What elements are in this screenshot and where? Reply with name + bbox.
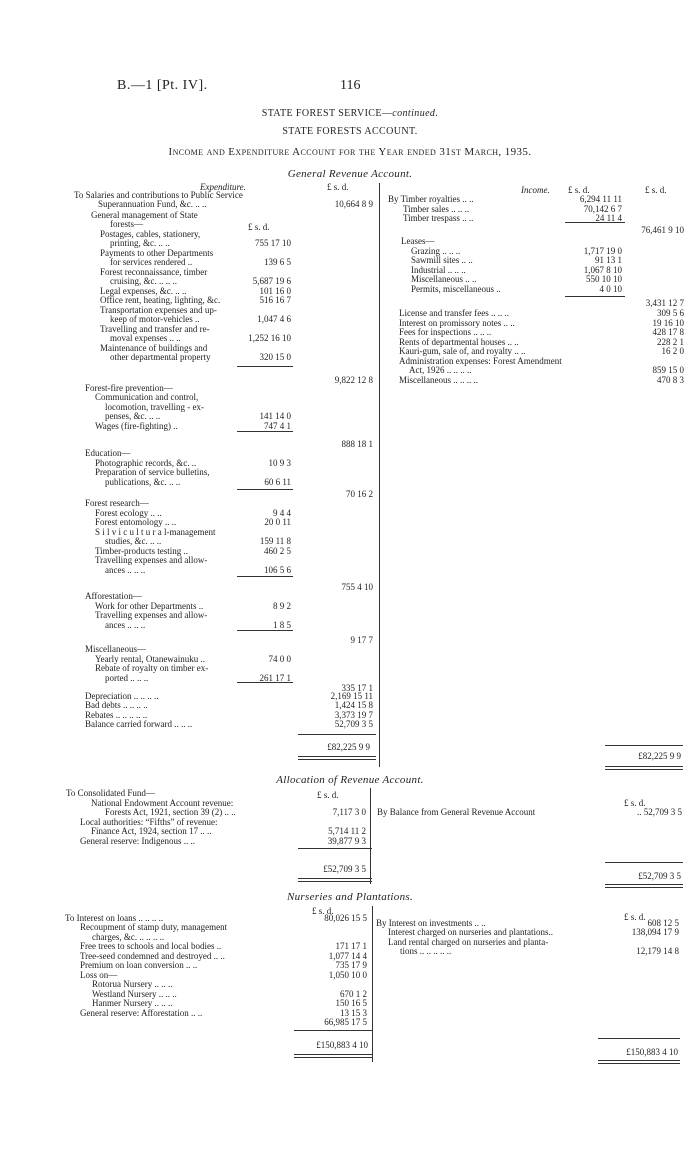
- amount: 10,664 8 9: [334, 199, 373, 209]
- ledger-line: publications, &c. .. ..: [105, 477, 181, 487]
- amount: 460 2 5: [264, 546, 291, 556]
- lsd-heading-left: £ s. d.: [327, 182, 349, 192]
- ledger-line: Local authorities: “Fifths” of revenue:: [80, 817, 218, 827]
- ledger-line: To Interest on loans .. .. .. ..: [65, 913, 164, 923]
- rule: [237, 682, 293, 683]
- ledger-line: Finance Act, 1924, section 17 .. ..: [91, 826, 212, 836]
- ledger-line: Travelling expenses and allow-: [95, 610, 208, 620]
- ledger-line: Forest research—: [85, 498, 149, 508]
- ledger-line: tions .. .. .. .. ..: [400, 946, 452, 956]
- amount: 20 0 11: [264, 517, 291, 527]
- ledger-line: Yearly rental, Otanewainuku ..: [95, 654, 206, 664]
- ledger-line: Rebates .. .. .. .. ..: [85, 710, 148, 720]
- ledger-line: General reserve: Afforestation .. ..: [80, 1008, 203, 1018]
- double-rule: [605, 766, 683, 770]
- amount: 735 17 9: [335, 960, 367, 970]
- ledger-line: Travelling expenses and allow-: [95, 555, 208, 565]
- allocation-credit-total: £52,709 3 5: [638, 871, 681, 881]
- amount: 228 2 1: [657, 337, 684, 347]
- amount: 3,431 12 7: [645, 298, 684, 308]
- ledger-line: To Consolidated Fund—: [66, 788, 155, 798]
- ledger-line: Leases—: [401, 236, 435, 246]
- ledger-line: Forest reconnaissance, timber: [100, 267, 208, 277]
- amount: 138,094 17 9: [631, 927, 679, 937]
- ledger-line: Education—: [85, 448, 131, 458]
- ledger-line: General management of State: [91, 210, 198, 220]
- amount: 9,822 12 8: [334, 375, 373, 385]
- ledger-line: Miscellaneous .. .. .. ..: [399, 375, 478, 385]
- amount: 10 9 3: [268, 458, 291, 468]
- amount: 9 17 7: [350, 635, 373, 645]
- amount: 608 12 5: [647, 918, 679, 928]
- rule: [237, 366, 293, 367]
- ledger-line: By Interest on investments .. ..: [376, 918, 486, 928]
- ledger-line: Administration expenses: Forest Amendment: [399, 356, 562, 366]
- amount: 888 18 1: [341, 439, 373, 449]
- ledger-line: Maintenance of buildings and: [100, 343, 208, 353]
- ledger-line: keep of motor-vehicles ..: [110, 314, 200, 324]
- ledger-line: Timber trespass .. ..: [403, 213, 474, 223]
- ledger-line: Permits, miscellaneous ..: [411, 284, 501, 294]
- income-heading: Income.: [521, 185, 550, 195]
- amount: 66,985 17 5: [324, 1017, 367, 1027]
- ledger-line: Tree-seed condemned and destroyed .. ..: [80, 951, 225, 961]
- ledger-line: Fees for inspections .. .. ..: [399, 327, 492, 337]
- ledger-line: Timber sales .. .. ..: [403, 204, 470, 214]
- ledger-line: Forest entomology .. ..: [95, 517, 177, 527]
- amount: 171 17 1: [335, 941, 367, 951]
- amount: 428 17 8: [652, 327, 684, 337]
- double-rule: [298, 878, 372, 882]
- rule: [237, 431, 293, 432]
- ledger-line: Forest ecology .. ..: [95, 508, 162, 518]
- ledger-line: Postages, cables, stationery,: [100, 229, 201, 239]
- amount: 1,717 19 0: [583, 246, 622, 256]
- ledger-line: Sawmill sites .. ..: [411, 255, 473, 265]
- ledger-line: Office rent, heating, lighting, &c.: [100, 295, 221, 305]
- ledger-line: Interest on promissory notes .. ..: [399, 318, 515, 328]
- ledger-line: other departmental property: [110, 352, 211, 362]
- double-rule: [598, 1060, 680, 1064]
- nurseries-lsd-right: £ s. d.: [624, 912, 646, 922]
- amount: 39,877 9 3: [327, 836, 366, 846]
- double-rule: [298, 756, 376, 760]
- amount: 670 1 2: [340, 989, 367, 999]
- ledger-line: Travelling and transfer and re-: [100, 324, 210, 334]
- ledger-line: Rebate of royalty on timber ex-: [95, 663, 209, 673]
- amount: 106 5 6: [264, 565, 291, 575]
- ledger-line: General reserve: Indigenous .. ..: [80, 836, 195, 846]
- rule: [237, 576, 293, 577]
- document-reference: B.—1 [Pt. IV].: [117, 78, 208, 93]
- amount: 335 17 1: [341, 683, 373, 693]
- allocation-divider: [370, 788, 371, 884]
- ledger-line: Bad debts .. .. .. ..: [85, 700, 148, 710]
- ledger-line: Superannuation Fund, &c. .. ..: [98, 199, 207, 209]
- ledger-line: Preparation of service bulletins,: [95, 467, 210, 477]
- amount: 159 11 8: [259, 536, 291, 546]
- rule: [237, 489, 293, 490]
- ledger-line: Westland Nursery .. .. ..: [92, 989, 177, 999]
- amount: 3,373 19 7: [334, 710, 373, 720]
- ledger-line: Hanmer Nursery .. .. ..: [92, 998, 173, 1008]
- ledger-line: Wages (fire-fighting) ..: [95, 421, 178, 431]
- amount: 755 4 10: [341, 582, 373, 592]
- ledger-line: S i l v i c u l t u r a l-management: [95, 527, 216, 537]
- nurseries-credit-total: £150,883 4 10: [626, 1047, 678, 1057]
- amount: 141 14 0: [259, 411, 291, 421]
- expenditure-heading: Expenditure.: [200, 182, 246, 192]
- rule: [294, 1030, 372, 1031]
- amount: 24 11 4: [595, 213, 622, 223]
- ledger-line: Forests Act, 1921, section 39 (2) .. ..: [105, 807, 236, 817]
- general-income-total: £82,225 9 9: [638, 751, 681, 761]
- ledger-line: ances .. .. ..: [105, 620, 146, 630]
- amount: 1 8 5: [273, 620, 291, 630]
- ledger-line: moval expenses .. ..: [110, 333, 181, 343]
- ledger-line: Loss on—: [80, 970, 118, 980]
- ledger-line: Free trees to schools and local bodies ..: [80, 941, 222, 951]
- amount: 60 6 11: [264, 477, 291, 487]
- ledger-line: License and transfer fees .. .. ..: [399, 308, 509, 318]
- rule: [298, 848, 372, 849]
- amount: 6,294 11 11: [579, 194, 622, 204]
- general-revenue-title: General Revenue Account.: [287, 168, 413, 180]
- amount: 261 17 1: [259, 673, 291, 683]
- account-title: STATE FORESTS ACCOUNT.: [282, 126, 418, 137]
- ledger-line: Industrial .. .. ..: [411, 265, 466, 275]
- ledger-line: Afforestation—: [85, 591, 142, 601]
- rule: [598, 1038, 680, 1039]
- ledger-line: National Endowment Account revenue:: [91, 798, 234, 808]
- nurseries-divider: [372, 906, 373, 1062]
- amount: 91 13 1: [595, 255, 622, 265]
- ledger-line: Timber-products testing ..: [95, 546, 188, 556]
- lsd-heading-inner: £ s. d.: [248, 222, 270, 232]
- ledger-line: Depreciation .. .. .. ..: [85, 691, 159, 701]
- ledger-line: Payments to other Departments: [100, 248, 214, 258]
- ledger-line: cruising, &c. .. .. ..: [110, 276, 177, 286]
- rule: [605, 745, 683, 746]
- amount: 7,117 3 0: [332, 807, 366, 817]
- double-rule: [294, 1054, 372, 1058]
- ledger-line: charges, &c. .. .. .. ..: [92, 932, 165, 942]
- ledger-line: To Salaries and contributions to Public Service: [74, 190, 243, 200]
- amount: 70 16 2: [346, 489, 373, 499]
- general-divider: [379, 183, 380, 767]
- amount: 9 4 4: [273, 508, 291, 518]
- amount: 76,461 9 10: [641, 225, 684, 235]
- ledger-line: Work for other Departments ..: [95, 601, 204, 611]
- ledger-line: Balance carried forward .. .. ..: [85, 719, 193, 729]
- rule: [565, 222, 625, 223]
- page-number: 116: [340, 78, 361, 93]
- amount: 5,687 19 6: [252, 276, 291, 286]
- lsd-heading-income-outer: £ s. d.: [645, 185, 667, 195]
- allocation-title: Allocation of Revenue Account.: [276, 774, 424, 786]
- ledger-line: for services rendered ..: [110, 257, 193, 267]
- amount: 12,179 14 8: [636, 946, 679, 956]
- amount: 74 0 0: [268, 654, 291, 664]
- amount: 5,714 11 2: [328, 826, 366, 836]
- allocation-lsd-left: £ s. d.: [317, 790, 339, 800]
- ledger-line: Kauri-gum, sale of, and royalty .. ..: [399, 346, 526, 356]
- ledger-line: Communication and control,: [95, 392, 199, 402]
- ledger-line: ances .. .. ..: [105, 565, 146, 575]
- amount: 1,050 10 0: [328, 970, 367, 980]
- amount: 150 16 5: [335, 998, 367, 1008]
- amount: 139 6 5: [264, 257, 291, 267]
- amount: 13 15 3: [340, 1008, 367, 1018]
- ledger-line: ported .. .. ..: [105, 673, 149, 683]
- nurseries-title: Nurseries and Plantations.: [286, 891, 414, 903]
- amount: 70,142 6 7: [583, 204, 622, 214]
- amount: 19 16 10: [652, 318, 684, 328]
- ledger-line: Rents of departmental houses .. ..: [399, 337, 519, 347]
- amount: 80,026 15 5: [324, 913, 367, 923]
- rule: [237, 630, 293, 631]
- rule: [605, 862, 683, 863]
- amount: 320 15 0: [259, 352, 291, 362]
- ledger-line: Act, 1926 .. .. .. ..: [409, 365, 472, 375]
- amount: 1,047 4 6: [257, 314, 291, 324]
- ledger-line: Transportation expenses and up-: [100, 305, 217, 315]
- amount: 550 10 10: [586, 274, 622, 284]
- amount: 16 2 0: [661, 346, 684, 356]
- lsd-heading-income-inner: £ s. d.: [568, 185, 590, 195]
- amount: 755 17 10: [255, 238, 291, 248]
- ledger-line: forests—: [110, 219, 143, 229]
- ledger-line: penses, &c. .. ..: [105, 411, 161, 421]
- double-rule: [605, 884, 683, 888]
- allocation-credit-row: By Balance from General Revenue Account: [377, 807, 536, 817]
- ledger-line: Premium on loan conversion .. ..: [80, 960, 198, 970]
- allocation-debit-total: £52,709 3 5: [323, 864, 366, 874]
- ledger-line: Rotorua Nursery .. .. ..: [92, 979, 173, 989]
- ledger-line: Legal expenses, &c. .. ..: [100, 286, 187, 296]
- amount: 309 5 6: [657, 308, 684, 318]
- amount: 1,077 14 4: [328, 951, 367, 961]
- ledger-line: By Timber royalties .. ..: [388, 194, 474, 204]
- amount: 1,252 16 10: [248, 333, 291, 343]
- ledger-line: studies, &c. .. ..: [105, 536, 162, 546]
- general-expenditure-total: £82,225 9 9: [327, 742, 370, 752]
- amount: 4 0 10: [599, 284, 622, 294]
- rule: [565, 296, 625, 297]
- nurseries-debit-total: £150,883 4 10: [316, 1040, 368, 1050]
- ledger-line: Miscellaneous .. ..: [411, 274, 477, 284]
- service-title: STATE FOREST SERVICE—continued.: [261, 108, 439, 119]
- amount: 747 4 1: [264, 421, 291, 431]
- ledger-line: Miscellaneous—: [85, 644, 146, 654]
- amount: 101 16 0: [259, 286, 291, 296]
- ledger-line: printing, &c. .. ..: [110, 238, 170, 248]
- ledger-line: locomotion, travelling - ex-: [105, 402, 204, 412]
- ledger-line: Grazing .. .. ..: [411, 246, 461, 256]
- amount: 1,424 15 8: [334, 700, 373, 710]
- amount: 2,169 15 11: [330, 691, 373, 701]
- ledger-line: Photographic records, &c. ..: [95, 458, 197, 468]
- allocation-credit-value: .. 52,709 3 5: [637, 807, 682, 817]
- amount: 52,709 3 5: [334, 719, 373, 729]
- amount: 8 9 2: [273, 601, 291, 611]
- amount: 859 15 0: [652, 365, 684, 375]
- amount: 1,067 8 10: [583, 265, 622, 275]
- ledger-line: Land rental charged on nurseries and planta-: [388, 937, 549, 947]
- amount: 470 8 3: [657, 375, 684, 385]
- ledger-line: Interest charged on nurseries and plantations..: [388, 927, 554, 937]
- ledger-line: Forest-fire prevention—: [85, 383, 173, 393]
- nurseries-lsd-left: £ s. d.: [312, 906, 334, 916]
- ledger-line: Recoupment of stamp duty, management: [80, 922, 228, 932]
- statement-title: Income and Expenditure Account for the Year ended 31st March, 1935.: [168, 146, 532, 158]
- rule: [298, 734, 376, 735]
- amount: 516 16 7: [259, 295, 291, 305]
- allocation-lsd-right: £ s. d.: [624, 798, 646, 808]
